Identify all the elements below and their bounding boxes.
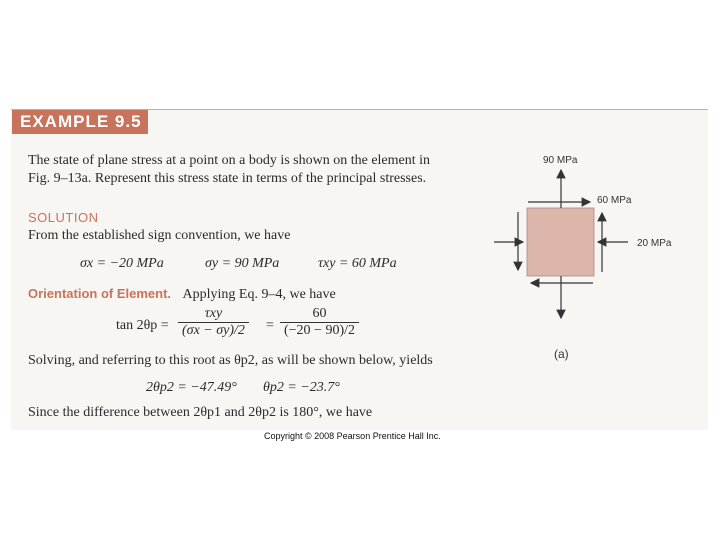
solution-heading: SOLUTION [28,210,99,225]
example-title: EXAMPLE 9.5 [12,110,148,134]
label-90mpa: 90 MPa [543,155,578,166]
difference-text: Since the difference between 2θp1 and 2θp2 is 180°, we have [28,405,373,420]
sigma-x-value: σx = −20 MPa [80,256,164,271]
orientation-text: Applying Eq. 9–4, we have [182,287,336,302]
tan-lhs: tan 2θp = [116,318,169,333]
fraction-2-numerator: 60 [312,306,327,321]
copyright-notice: Copyright © 2008 Pearson Prentice Hall Inc. [264,431,441,441]
fraction-1-denominator: (σx − σy)/2 [182,323,245,338]
problem-line-1: The state of plane stress at a point on a body is shown on the element in [28,153,431,168]
solving-text: Solving, and referring to this root as θp2, as will be shown below, yields [28,353,433,368]
problem-line-2: Fig. 9–13a. Represent this stress state in terms of the principal stresses. [28,171,427,186]
orientation-heading: Orientation of Element. [28,286,172,301]
angle-2theta-result: 2θp2 = −47.49° [146,380,237,395]
stress-element-square [527,208,594,276]
fraction-1-numerator: τxy [204,306,223,321]
label-20mpa: 20 MPa [637,238,672,249]
label-60mpa: 60 MPa [597,195,632,206]
solution-intro: From the established sign convention, we have [28,228,291,243]
figure-caption: (a) [554,347,569,361]
fraction-2-denominator: (−20 − 90)/2 [284,323,356,338]
equals-sign: = [266,318,274,333]
angle-theta-result: θp2 = −23.7° [263,380,340,395]
tau-xy-value: τxy = 60 MPa [318,256,397,271]
sigma-y-value: σy = 90 MPa [205,256,280,271]
